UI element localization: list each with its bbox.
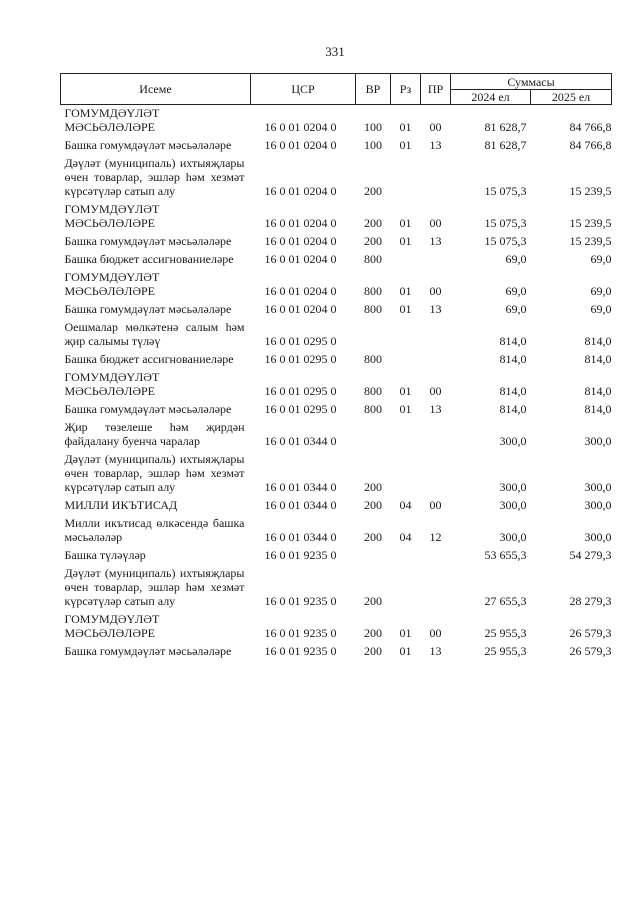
table-row	[61, 137, 612, 155]
table-row	[61, 497, 612, 515]
cell-name: Җир төзелеше һәм җирдән файдалану буенча чаралар	[64, 420, 245, 448]
cell-rz: 01	[399, 138, 412, 152]
cell-sum-2024: 53 655,3	[484, 548, 527, 562]
header-year-2024: 2024 ел	[451, 90, 531, 105]
cell-sum-2024: 300,0	[499, 530, 527, 544]
header-csr: ЦСР	[251, 74, 356, 105]
cell-sum-2025: 15 239,5	[569, 216, 612, 230]
cell-name: Башка гомумдәүләт мәсьәләләре	[64, 644, 232, 658]
cell-sum-2025: 300,0	[584, 434, 612, 448]
cell-sum-2024: 814,0	[499, 334, 527, 348]
cell-rz	[391, 319, 421, 351]
table-row	[61, 611, 612, 643]
header-sums: Суммасы	[451, 74, 612, 90]
cell-vr: 800	[364, 302, 382, 316]
cell-vr: 200	[364, 498, 382, 512]
cell-sum-2024: 69,0	[505, 302, 527, 316]
cell-sum-2024: 81 628,7	[484, 138, 527, 152]
cell-rz: 01	[399, 644, 412, 658]
cell-vr: 200	[364, 480, 382, 494]
header-name: Исеме	[61, 74, 251, 105]
header-vr: ВР	[356, 74, 391, 105]
cell-pr: 00	[429, 626, 442, 640]
cell-rz: 01	[399, 120, 412, 134]
cell-rz: 04	[399, 530, 412, 544]
table-row	[61, 515, 612, 547]
header-year-2025: 2025 ел	[531, 90, 612, 105]
table-row	[61, 301, 612, 319]
cell-sum-2024: 69,0	[505, 284, 527, 298]
table-row	[61, 319, 612, 351]
cell-rz	[391, 451, 421, 497]
cell-pr	[421, 451, 451, 497]
cell-sum-2025: 814,0	[584, 334, 612, 348]
cell-csr: 16 0 01 0344 0	[264, 480, 337, 494]
cell-sum-2025: 814,0	[584, 352, 612, 366]
cell-sum-2024: 15 075,3	[484, 216, 527, 230]
cell-sum-2025: 28 279,3	[569, 594, 612, 608]
cell-rz	[391, 251, 421, 269]
table-row	[61, 401, 612, 419]
cell-sum-2025: 84 766,8	[569, 138, 612, 152]
cell-sum-2025: 69,0	[590, 302, 612, 316]
cell-vr: 100	[364, 138, 382, 152]
cell-vr: 200	[364, 234, 382, 248]
cell-name: ГОМУМДӘҮЛӘТ МӘСЬӘЛӘЛӘРЕ	[64, 106, 160, 134]
cell-rz: 01	[399, 216, 412, 230]
cell-csr: 16 0 01 0204 0	[264, 120, 337, 134]
table-row	[61, 419, 612, 451]
cell-name: Дәүләт (муниципаль) ихтыяҗлары өчен товарлар, эшләр һәм хезмәт күрсәтүләр сатып алу	[64, 452, 245, 494]
cell-pr	[421, 251, 451, 269]
cell-csr: 16 0 01 9235 0	[264, 644, 337, 658]
table-row	[61, 565, 612, 611]
cell-sum-2024: 15 075,3	[484, 184, 527, 198]
cell-sum-2025: 814,0	[584, 402, 612, 416]
cell-sum-2025: 26 579,3	[569, 644, 612, 658]
cell-pr	[421, 351, 451, 369]
cell-name: ГОМУМДӘҮЛӘТ МӘСЬӘЛӘЛӘРЕ	[64, 370, 160, 398]
cell-vr: 100	[364, 120, 382, 134]
cell-rz	[391, 547, 421, 565]
cell-vr: 800	[364, 402, 382, 416]
cell-pr	[421, 565, 451, 611]
cell-vr	[356, 319, 391, 351]
cell-name: Башка түләүләр	[64, 548, 146, 562]
cell-pr: 00	[429, 120, 442, 134]
cell-rz	[391, 155, 421, 201]
cell-rz: 01	[399, 302, 412, 316]
cell-sum-2025: 300,0	[584, 480, 612, 494]
cell-csr: 16 0 01 0204 0	[264, 234, 337, 248]
cell-csr: 16 0 01 0204 0	[264, 284, 337, 298]
cell-rz	[391, 351, 421, 369]
cell-pr: 12	[429, 530, 442, 544]
cell-csr: 16 0 01 0344 0	[264, 530, 337, 544]
table-row	[61, 105, 612, 138]
cell-rz: 01	[399, 626, 412, 640]
cell-name: Башка гомумдәүләт мәсьәләләре	[64, 234, 232, 248]
cell-pr	[421, 155, 451, 201]
cell-csr: 16 0 01 0295 0	[264, 352, 337, 366]
cell-pr: 00	[429, 384, 442, 398]
cell-pr: 00	[429, 284, 442, 298]
table-body	[61, 105, 612, 662]
cell-vr: 800	[364, 252, 382, 266]
cell-vr: 800	[364, 384, 382, 398]
table-row	[61, 643, 612, 661]
table-row	[61, 451, 612, 497]
cell-name: Башка гомумдәүләт мәсьәләләре	[64, 302, 232, 316]
cell-pr: 00	[429, 498, 442, 512]
header-rz: Рз	[391, 74, 421, 105]
cell-vr: 200	[364, 216, 382, 230]
cell-sum-2025: 26 579,3	[569, 626, 612, 640]
cell-name: Башка бюджет ассигнованиеләре	[64, 252, 234, 266]
cell-sum-2025: 69,0	[590, 252, 612, 266]
cell-sum-2024: 15 075,3	[484, 234, 527, 248]
cell-csr: 16 0 01 0344 0	[264, 434, 337, 448]
cell-sum-2024: 814,0	[499, 384, 527, 398]
table-row	[61, 201, 612, 233]
cell-csr: 16 0 01 0295 0	[264, 402, 337, 416]
cell-csr: 16 0 01 0204 0	[264, 184, 337, 198]
cell-sum-2024: 814,0	[499, 402, 527, 416]
cell-pr: 13	[429, 644, 442, 658]
cell-vr: 200	[364, 626, 382, 640]
cell-name: ГОМУМДӘҮЛӘТ МӘСЬӘЛӘЛӘРЕ	[64, 612, 160, 640]
cell-sum-2025: 15 239,5	[569, 234, 612, 248]
cell-sum-2025: 15 239,5	[569, 184, 612, 198]
page-number: 331	[325, 44, 345, 59]
cell-sum-2024: 300,0	[499, 498, 527, 512]
cell-pr	[421, 319, 451, 351]
cell-name: ГОМУМДӘҮЛӘТ МӘСЬӘЛӘЛӘРЕ	[64, 202, 160, 230]
cell-csr: 16 0 01 0295 0	[264, 384, 337, 398]
cell-vr	[356, 547, 391, 565]
cell-csr: 16 0 01 0204 0	[264, 252, 337, 266]
table-row	[61, 155, 612, 201]
cell-csr: 16 0 01 0344 0	[264, 498, 337, 512]
cell-vr	[356, 419, 391, 451]
cell-csr: 16 0 01 0204 0	[264, 138, 337, 152]
cell-name: Башка гомумдәүләт мәсьәләләре	[64, 402, 232, 416]
header-pr: ПР	[421, 74, 451, 105]
table-header	[61, 74, 612, 105]
cell-csr: 16 0 01 0204 0	[264, 216, 337, 230]
cell-vr: 200	[364, 644, 382, 658]
cell-sum-2024: 25 955,3	[484, 626, 527, 640]
cell-rz: 01	[399, 234, 412, 248]
cell-name: Дәүләт (муниципаль) ихтыяҗлары өчен товарлар, эшләр һәм хезмәт күрсәтүләр сатып алу	[64, 156, 245, 198]
cell-rz	[391, 565, 421, 611]
cell-pr	[421, 419, 451, 451]
cell-pr: 00	[429, 216, 442, 230]
cell-vr: 800	[364, 284, 382, 298]
cell-csr: 16 0 01 9235 0	[264, 548, 337, 562]
cell-vr: 200	[364, 184, 382, 198]
cell-rz: 04	[399, 498, 412, 512]
cell-name: Дәүләт (муниципаль) ихтыяҗлары өчен товарлар, эшләр һәм хезмәт күрсәтүләр сатып алу	[64, 566, 245, 608]
table-row	[61, 269, 612, 301]
cell-sum-2024: 300,0	[499, 434, 527, 448]
cell-sum-2025: 69,0	[590, 284, 612, 298]
cell-name: Башка бюджет ассигнованиеләре	[64, 352, 234, 366]
cell-name: ГОМУМДӘҮЛӘТ МӘСЬӘЛӘЛӘРЕ	[64, 270, 160, 298]
cell-vr: 200	[364, 594, 382, 608]
table-row	[61, 233, 612, 251]
cell-sum-2024: 27 655,3	[484, 594, 527, 608]
cell-sum-2025: 814,0	[584, 384, 612, 398]
cell-vr: 200	[364, 530, 382, 544]
cell-pr: 13	[429, 302, 442, 316]
table-row	[61, 251, 612, 269]
cell-name: Милли икътисад өлкәсендә башка мәсьәләләр	[64, 516, 245, 544]
cell-name: Башка гомумдәүләт мәсьәләләре	[64, 138, 232, 152]
cell-name: Оешмалар мөлкәтенә салым һәм җир салымы түләү	[64, 320, 245, 348]
cell-sum-2025: 54 279,3	[569, 548, 612, 562]
table-row	[61, 547, 612, 565]
cell-pr: 13	[429, 138, 442, 152]
cell-sum-2025: 300,0	[584, 530, 612, 544]
budget-table	[60, 73, 612, 661]
table-row	[61, 369, 612, 401]
cell-sum-2024: 814,0	[499, 352, 527, 366]
cell-pr: 13	[429, 234, 442, 248]
cell-sum-2024: 300,0	[499, 480, 527, 494]
cell-sum-2025: 84 766,8	[569, 120, 612, 134]
cell-sum-2024: 69,0	[505, 252, 527, 266]
cell-csr: 16 0 01 9235 0	[264, 626, 337, 640]
cell-sum-2024: 81 628,7	[484, 120, 527, 134]
cell-pr	[421, 547, 451, 565]
table-row	[61, 351, 612, 369]
cell-vr: 800	[364, 352, 382, 366]
cell-csr: 16 0 01 0295 0	[264, 334, 337, 348]
cell-rz: 01	[399, 402, 412, 416]
cell-rz: 01	[399, 284, 412, 298]
cell-csr: 16 0 01 9235 0	[264, 594, 337, 608]
cell-csr: 16 0 01 0204 0	[264, 302, 337, 316]
cell-rz: 01	[399, 384, 412, 398]
cell-sum-2024: 25 955,3	[484, 644, 527, 658]
cell-rz	[391, 419, 421, 451]
cell-name: МИЛЛИ ИКЪТИСАД	[64, 498, 178, 512]
cell-sum-2025: 300,0	[584, 498, 612, 512]
cell-pr: 13	[429, 402, 442, 416]
